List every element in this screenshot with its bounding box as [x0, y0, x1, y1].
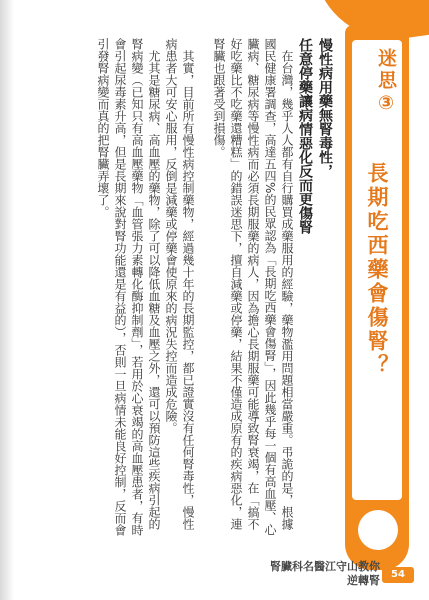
sub-heading-2: 任意停藥讓病情惡化反而更傷腎 — [297, 38, 313, 234]
book-title-line-1: 腎臟科名醫江守山教你 — [270, 560, 380, 573]
article-body — [0, 38, 335, 538]
bubble-decoration — [358, 510, 398, 550]
sub-heading-1: 慢性病用藥無腎毒性， — [317, 38, 333, 178]
page-number: 54 — [382, 567, 414, 583]
book-title-line-2: 逆轉腎 — [347, 574, 380, 587]
paragraph: 其實，目前所有慢性病控制藥物，經過幾十年的長期監控，都已證實沒有任何腎毒性，慢性病患者大可安心服用，反倒是減藥或停藥會使原來的病況失控而造成危險。 — [164, 38, 195, 530]
paragraph: 尤其是糖尿病、高血壓的藥物，除了可以降低血糖及血壓之外，還可以預防這些疾病引起的腎病變（已知只有高血壓藥物「血管張力素轉化酶抑制劑」，若用於心衰竭的高血壓患者，有時會引起尿毒素升高，但是長期來說對腎功能還是有益的），否則一旦病情未能良好控制，反而會引發腎病變而真的把腎臟弄壞了。 — [96, 38, 161, 536]
book-title — [270, 560, 380, 588]
myth-number: 迷思③ — [375, 48, 397, 117]
chapter-title: 長期吃西藥會傷腎？ — [365, 162, 389, 378]
paragraph: 在台灣，幾乎人人都有自行購買成藥服用的經驗，藥物濫用問題相當嚴重。弔詭的是，根據國民健康署調查，高達五四%的民眾認為「長期吃西藥會傷腎」，因此幾乎每一個有高血壓、心臟病、糖尿病等慢性病而必須長期服藥的病人，因為擔心長期服藥可能導致腎衰竭，在「搞不好吃藥比不吃藥還糟糕」的錯誤迷思下，擅自減藥或停藥，結果不僅造成原有的疾病惡化，連腎臟也跟著受到損傷。 — [212, 38, 294, 536]
